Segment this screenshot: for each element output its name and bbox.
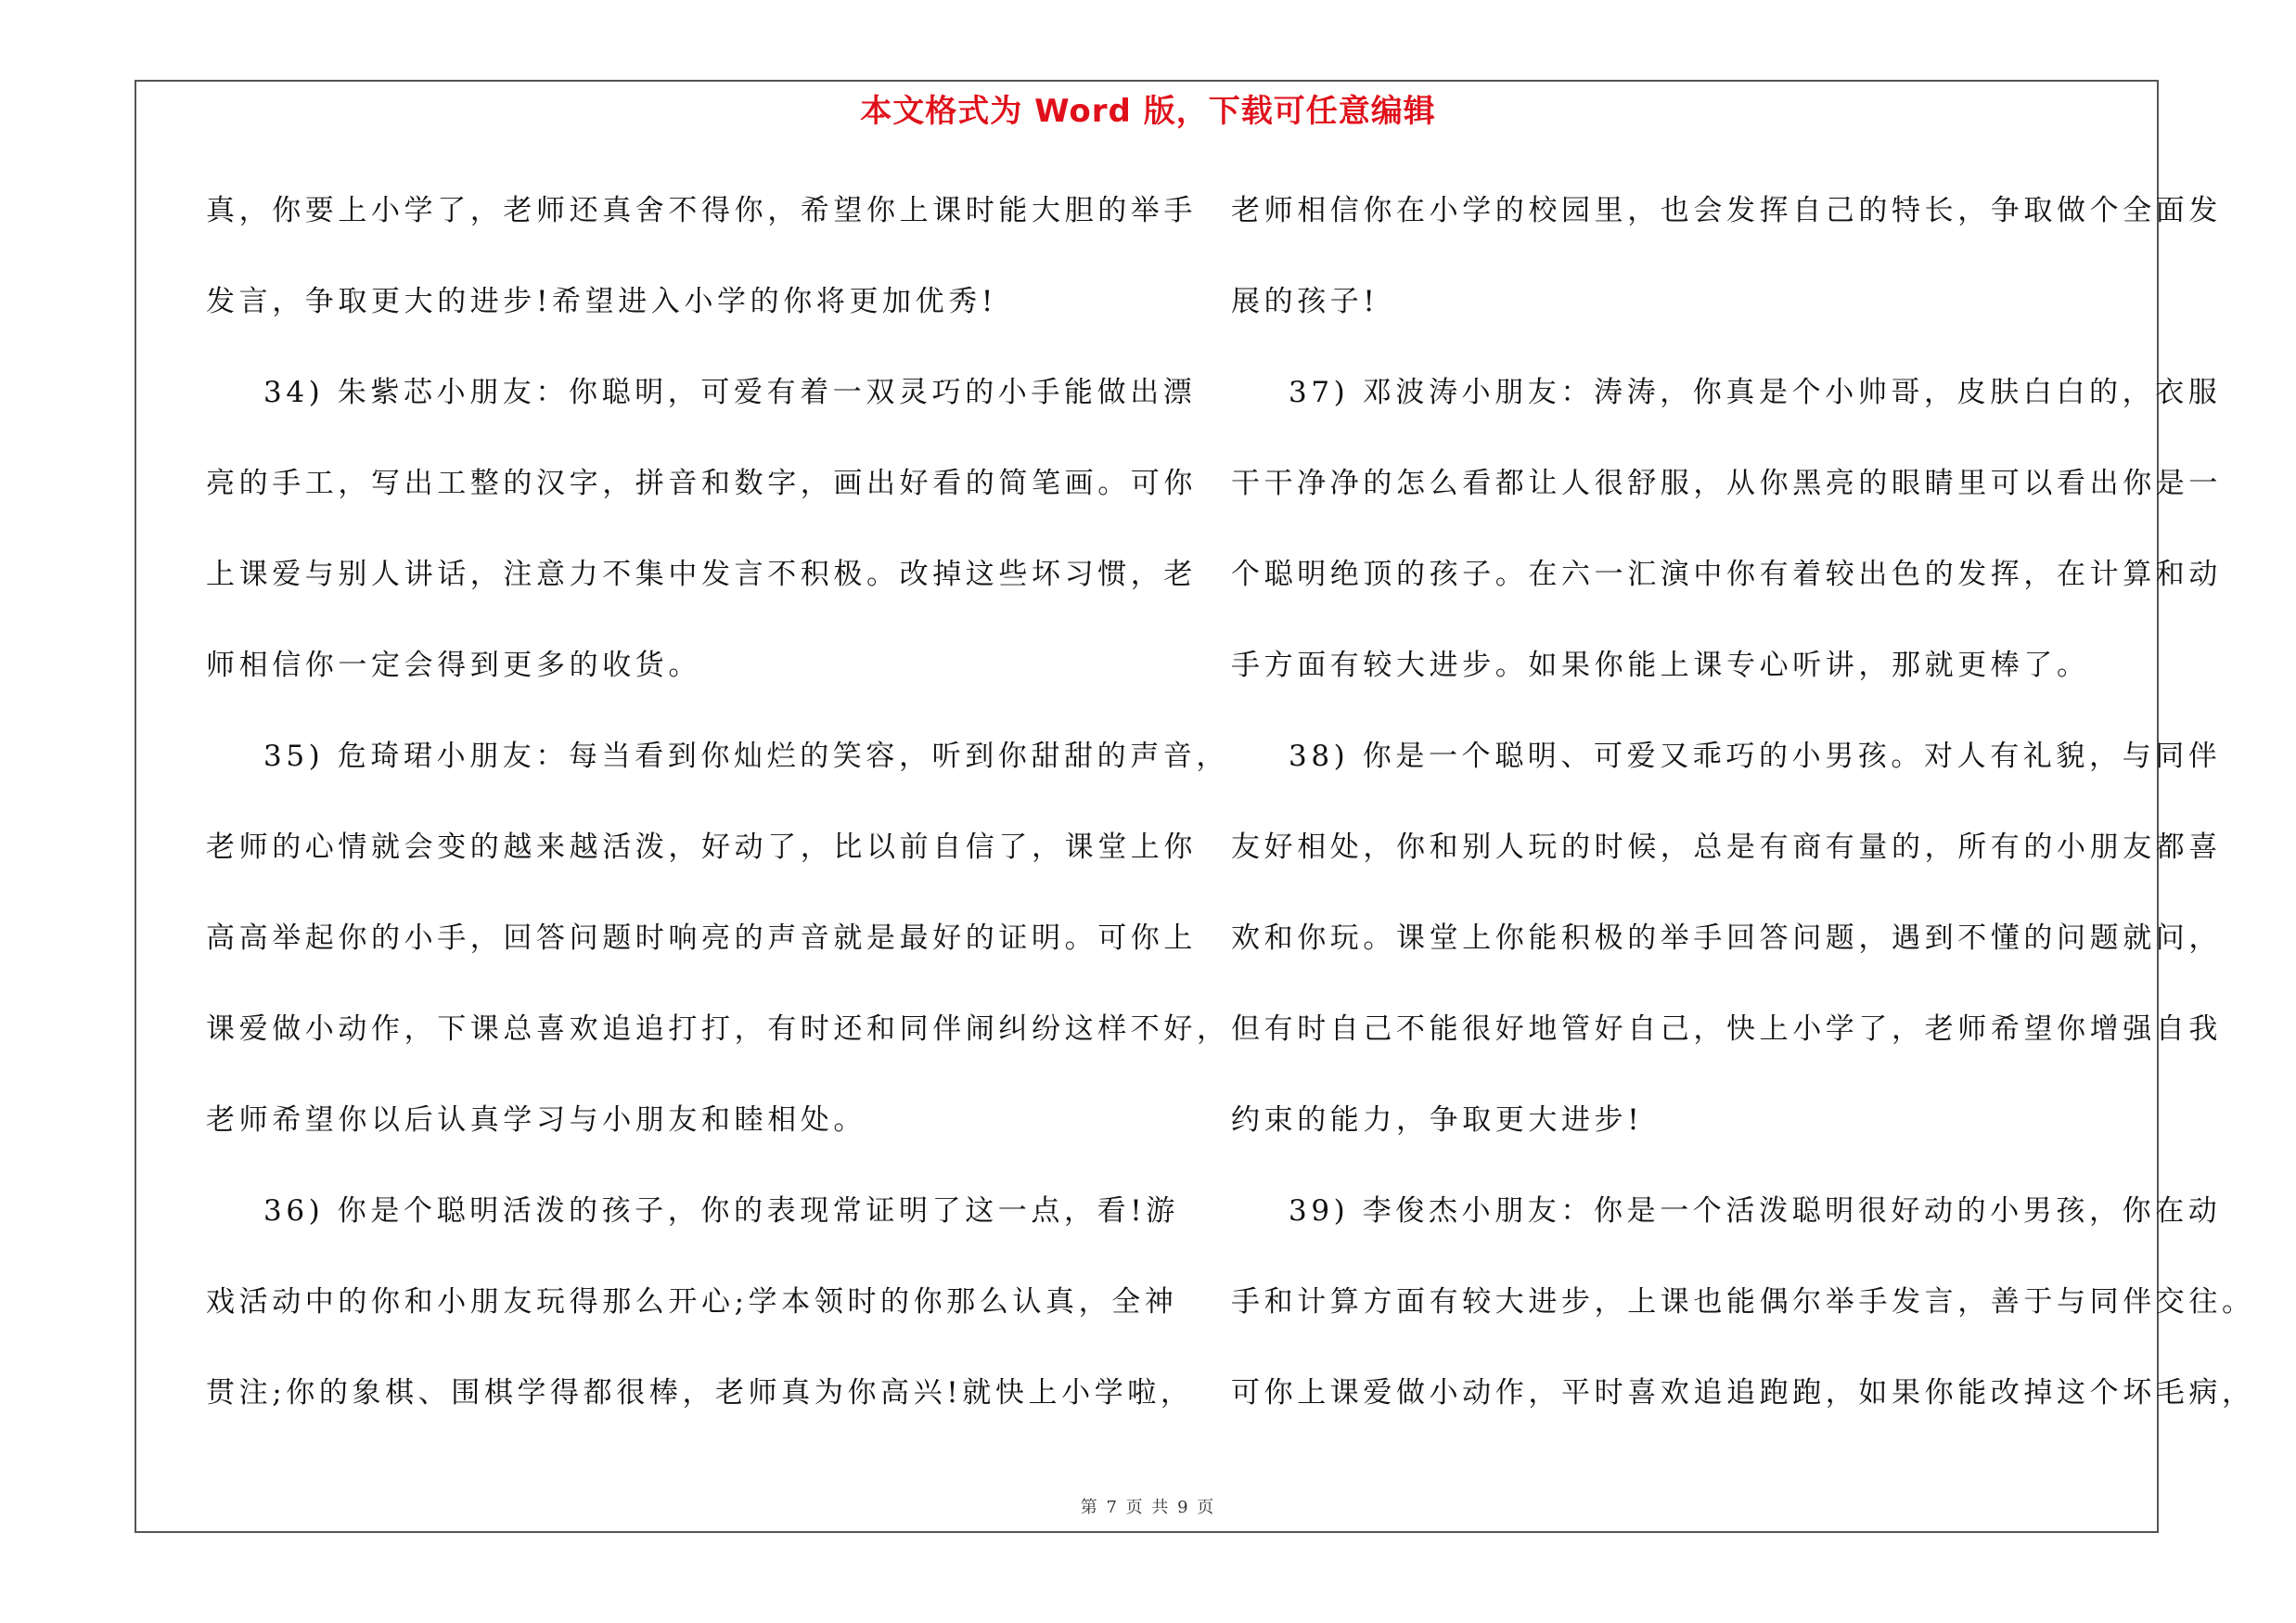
text-line: 个聪明绝顶的孩子。在六一汇演中你有着较出色的发挥，在计算和动 xyxy=(1231,558,2222,591)
text-line: 38) 你是一个聪明、可爱又乖巧的小男孩。对人有礼貌，与同伴 xyxy=(1289,740,2222,773)
text-line: 可你上课爱做小动作，平时喜欢追追跑跑，如果你能改掉这个坏毛病， xyxy=(1231,1376,2255,1410)
right-column xyxy=(1231,178,2255,1451)
text-line: 上课爱与别人讲话，注意力不集中发言不积极。改掉这些坏习惯，老 xyxy=(206,558,1197,591)
text-line: 师相信你一定会得到更多的收货。 xyxy=(206,649,701,682)
text-line: 35) 危琦珺小朋友：每当看到你灿烂的笑容，听到你甜甜的声音， xyxy=(263,740,1229,773)
text-line: 37) 邓波涛小朋友：涛涛，你真是个小帅哥，皮肤白白的，衣服 xyxy=(1289,376,2222,409)
left-column xyxy=(206,178,1230,1451)
text-line: 36) 你是个聪明活泼的孩子，你的表现常证明了这一点，看!游 xyxy=(263,1194,1179,1228)
text-line: 戏活动中的你和小朋友玩得那么开心;学本领时的你那么认真，全神 xyxy=(206,1285,1178,1319)
text-line: 干干净净的怎么看都让人很舒服，从你黑亮的眼睛里可以看出你是一 xyxy=(1231,467,2222,500)
format-banner: 本文格式为 Word 版，下载可任意编辑 xyxy=(860,93,1436,130)
text-line: 手方面有较大进步。如果你能上课专心听讲，那就更棒了。 xyxy=(1231,649,2090,682)
page-number: 第 7 页 共 9 页 xyxy=(1080,1498,1216,1517)
text-line: 39) 李俊杰小朋友：你是一个活泼聪明很好动的小男孩，你在动 xyxy=(1289,1194,2222,1228)
text-line: 34) 朱紫芯小朋友：你聪明，可爱有着一双灵巧的小手能做出漂 xyxy=(263,376,1197,409)
text-line: 手和计算方面有较大进步，上课也能偶尔举手发言，善于与同伴交往。 xyxy=(1231,1285,2255,1319)
text-line: 友好相处，你和别人玩的时候，总是有商有量的，所有的小朋友都喜 xyxy=(1231,831,2222,864)
text-line: 但有时自己不能很好地管好自己，快上小学了，老师希望你增强自我 xyxy=(1231,1012,2222,1046)
text-line: 真，你要上小学了，老师还真舍不得你，希望你上课时能大胆的举手 xyxy=(206,194,1197,227)
text-line: 约束的能力，争取更大进步! xyxy=(1231,1103,1644,1137)
text-line: 亮的手工，写出工整的汉字，拼音和数字，画出好看的简笔画。可你 xyxy=(206,467,1197,500)
text-line: 欢和你玩。课堂上你能积极的举手回答问题，遇到不懂的问题就问， xyxy=(1231,921,2222,955)
text-line: 高高举起你的小手，回答问题时响亮的声音就是最好的证明。可你上 xyxy=(206,921,1197,955)
text-line: 展的孩子! xyxy=(1231,285,1379,318)
text-line: 课爱做小动作，下课总喜欢追追打打，有时还和同伴闹纠纷这样不好， xyxy=(206,1012,1230,1046)
text-line: 老师的心情就会变的越来越活泼，好动了，比以前自信了，课堂上你 xyxy=(206,831,1197,864)
text-line: 老师相信你在小学的校园里，也会发挥自己的特长，争取做个全面发 xyxy=(1231,194,2222,227)
text-line: 发言，争取更大的进步!希望进入小学的你将更加优秀! xyxy=(206,285,997,318)
text-line: 贯注;你的象棋、围棋学得都很棒，老师真为你高兴!就快上小学啦， xyxy=(206,1376,1194,1410)
text-line: 老师希望你以后认真学习与小朋友和睦相处。 xyxy=(206,1103,866,1137)
